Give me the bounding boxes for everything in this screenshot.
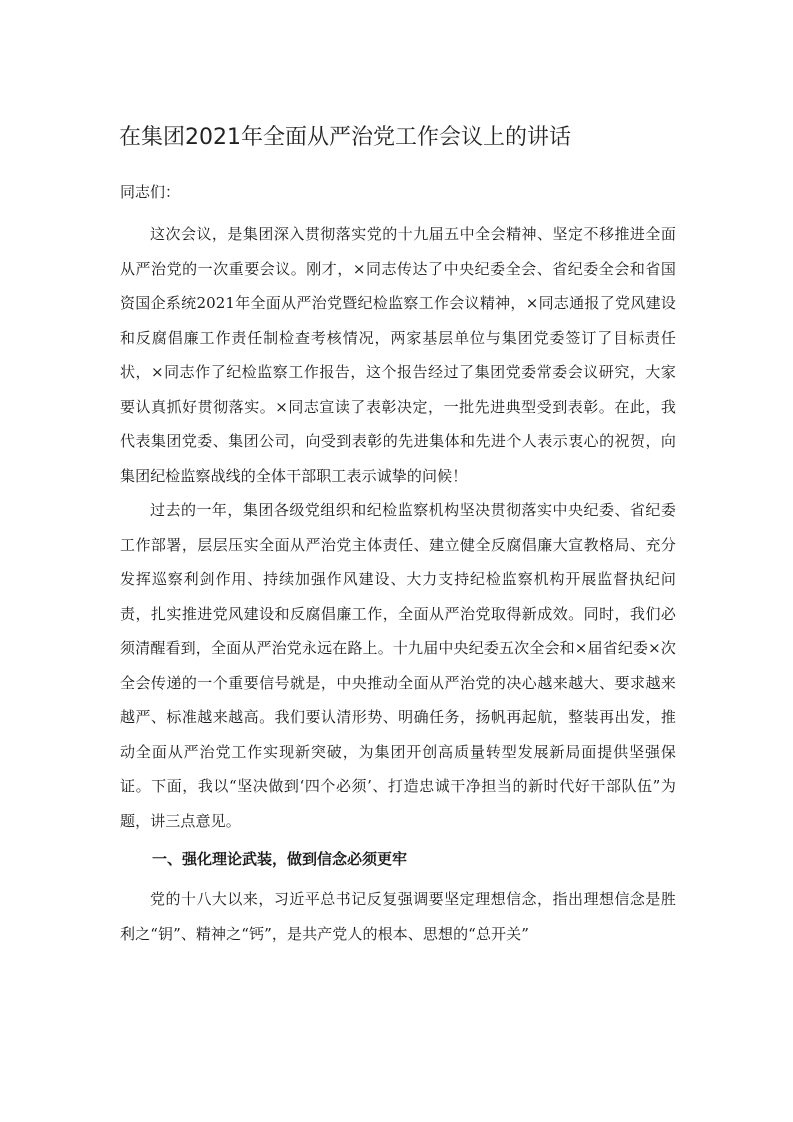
paragraph-section-one: 党的十八大以来，习近平总书记反复强调要坚定理想信念，指出理想信念是胜利之“钥”、精神之“钙”，是共产党人的根本、思想的“总开关”	[120, 890, 676, 943]
paragraph-review: 过去的一年，集团各级党组织和纪检监察机构坚决贯彻落实中央纪委、省纪委工作部署，层层压实全面从严治党主体责任、建立健全反腐倡廉大宣教格局、充分发挥巡察利剑作用、持续加强作风建设、大力支持纪检监察机构开展监督执纪问责，扎实推进党风建设和反腐倡廉工作，全面从严治党取得新成效。同时，我们必须清醒看到，全面从严治党永远在路上。十九届中央纪委五次全会和×届省纪委×次全会传递的一个重要信号就是，中央推动全面从严治党的决心越来越大、要求越来越严、标准越来越高。我们要认清形势、明确任务，扬帆再起航，整装再出发，推动全面从严治党工作实现新突破，为集团开创高质量转型发展新局面提供坚强保证。下面，我以“坚决做到‘四个必须’、打造忠诚干净担当的新时代好干部队伍”为题，讲三点意见。	[120, 501, 676, 830]
salutation: 同志们：	[120, 183, 181, 201]
document-title: 在集团2021年全面从严治党工作会议上的讲话	[119, 125, 571, 150]
section-heading: 一、强化理论武装，做到信念必须更牢	[152, 850, 408, 868]
paragraph-opening: 这次会议，是集团深入贯彻落实党的十九届五中全会精神、坚定不移推进全面从严治党的一次重要会议。刚才，×同志传达了中央纪委全会、省纪委全会和省国资国企系统2021年全面从严治党暨纪检监察工作会议精神，×同志通报了党风建设和反腐倡廉工作责任制检查考核情况，两家基层单位与集团党委签订了目标责任状，×同志作了纪检监察工作报告，这个报告经过了集团党委常委会议研究，大家要认真抓好贯彻落实。×同志宣读了表彰决定，一批先进典型受到表彰。在此，我代表集团党委、集团公司，向受到表彰的先进集体和先进个人表示衷心的祝贺，向集团纪检监察战线的全体干部职工表示诚挚的问候！	[120, 225, 676, 485]
